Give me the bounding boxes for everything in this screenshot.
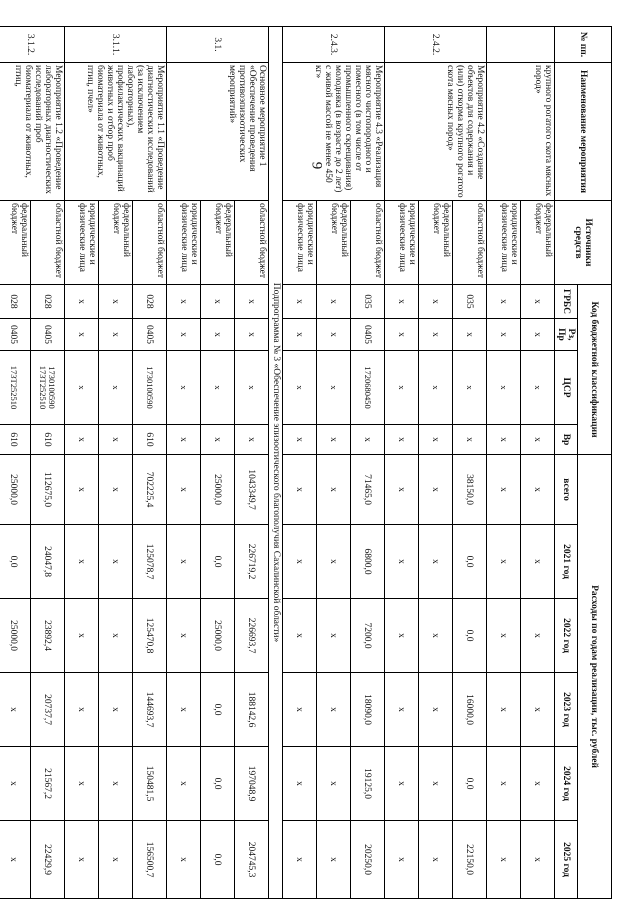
vr-cell: х: [419, 425, 453, 455]
csr-cell: х: [453, 351, 487, 425]
grbs-cell: х: [487, 285, 521, 319]
year-value-cell: х: [521, 525, 555, 599]
year-value-cell: 25000,0: [0, 599, 31, 673]
year-value-cell: х: [385, 673, 419, 747]
total-cell: 1043349,7: [235, 455, 269, 525]
year-value-cell: х: [487, 673, 521, 747]
year-value-cell: х: [99, 673, 133, 747]
funding-source: областной бюджет: [31, 201, 65, 285]
rotated-table-container: [8, 26, 612, 894]
total-cell: 25000,0: [201, 455, 235, 525]
csr-cell: х: [419, 351, 453, 425]
year-value-cell: 0,0: [453, 599, 487, 673]
funding-source: областной бюджет: [133, 201, 167, 285]
funding-source: юридические и физические лица: [487, 201, 521, 285]
year-value-cell: х: [283, 525, 317, 599]
activity-name: Мероприятие 1.2 «Проведение лабораторных диагностических исследований проб биоматериала от животных, птиц,: [0, 63, 65, 201]
grbs-cell: 028: [133, 285, 167, 319]
rzpr-cell: х: [521, 319, 555, 351]
year-value-cell: х: [419, 673, 453, 747]
year-value-cell: х: [0, 821, 31, 899]
year-value-cell: 20250,0: [351, 821, 385, 899]
year-value-cell: 0,0: [201, 525, 235, 599]
funding-source: юридические и физические лица: [65, 201, 99, 285]
year-value-cell: 16000,0: [453, 673, 487, 747]
year-value-cell: 226693,7: [235, 599, 269, 673]
grbs-cell: 028: [0, 285, 31, 319]
funding-source: федеральный бюджет: [521, 201, 555, 285]
funding-source: федеральный бюджет: [99, 201, 133, 285]
rzpr-cell: 0405: [0, 319, 31, 351]
year-value-cell: 0,0: [201, 821, 235, 899]
total-cell: х: [487, 455, 521, 525]
rzpr-cell: х: [453, 319, 487, 351]
grbs-cell: х: [385, 285, 419, 319]
csr-cell: х: [317, 351, 351, 425]
year-value-cell: х: [317, 747, 351, 821]
csr-cell: х: [283, 351, 317, 425]
year-value-cell: х: [419, 747, 453, 821]
table-row: [133, 27, 167, 899]
row-number: 3.1.2.: [0, 27, 65, 63]
funding-source: областной бюджет: [235, 201, 269, 285]
rzpr-cell: х: [167, 319, 201, 351]
header-budget-code: Код бюджетной классификации: [578, 285, 612, 455]
year-value-cell: х: [317, 673, 351, 747]
year-value-cell: 197048,9: [235, 747, 269, 821]
year-value-cell: 19125,0: [351, 747, 385, 821]
row-number: 3.1.: [167, 27, 269, 63]
grbs-cell: х: [283, 285, 317, 319]
grbs-cell: х: [167, 285, 201, 319]
total-cell: х: [521, 455, 555, 525]
grbs-cell: 035: [453, 285, 487, 319]
header-year: 2021 год: [555, 525, 578, 599]
year-value-cell: х: [99, 747, 133, 821]
year-value-cell: х: [385, 599, 419, 673]
rzpr-cell: 0405: [351, 319, 385, 351]
rzpr-cell: 0405: [133, 319, 167, 351]
total-cell: х: [385, 455, 419, 525]
year-value-cell: х: [521, 747, 555, 821]
row-number: 3.1.1.: [65, 27, 167, 63]
year-value-cell: х: [419, 525, 453, 599]
total-cell: 112675,0: [31, 455, 65, 525]
rzpr-cell: х: [487, 319, 521, 351]
grbs-cell: х: [201, 285, 235, 319]
header-name: Наименование мероприятия: [555, 63, 612, 201]
grbs-cell: 028: [31, 285, 65, 319]
header-year: 2024 год: [555, 747, 578, 821]
year-value-cell: 18090,0: [351, 673, 385, 747]
year-value-cell: х: [0, 673, 31, 747]
year-value-cell: х: [167, 599, 201, 673]
csr-cell: 1730100590: [133, 351, 167, 425]
activity-name: Мероприятие 4.2 «Создание объектов для содержания и (или) откорма крупного рогатого скота мясных пород»: [385, 63, 487, 201]
year-value-cell: х: [521, 821, 555, 899]
total-cell: х: [419, 455, 453, 525]
csr-cell: х: [201, 351, 235, 425]
vr-cell: 610: [133, 425, 167, 455]
funding-source: федеральный бюджет: [419, 201, 453, 285]
csr-cell: х: [65, 351, 99, 425]
year-value-cell: х: [317, 821, 351, 899]
year-value-cell: х: [385, 525, 419, 599]
table-row: [453, 27, 487, 899]
total-cell: 702225,4: [133, 455, 167, 525]
year-value-cell: 226719,2: [235, 525, 269, 599]
funding-source: федеральный бюджет: [201, 201, 235, 285]
subprogram-row: [269, 27, 283, 899]
csr-cell: х: [487, 351, 521, 425]
row-number: 2.4.3.: [283, 27, 385, 63]
year-value-cell: х: [65, 821, 99, 899]
csr-cell: х: [235, 351, 269, 425]
vr-cell: х: [99, 425, 133, 455]
year-value-cell: х: [521, 599, 555, 673]
year-value-cell: 204745,3: [235, 821, 269, 899]
vr-cell: 610: [0, 425, 31, 455]
header-total: всего: [555, 455, 578, 525]
year-value-cell: х: [487, 525, 521, 599]
row-number: [487, 27, 555, 63]
year-value-cell: х: [283, 821, 317, 899]
year-value-cell: 125078,7: [133, 525, 167, 599]
year-value-cell: х: [283, 747, 317, 821]
grbs-cell: х: [99, 285, 133, 319]
year-value-cell: х: [283, 673, 317, 747]
grbs-cell: 035: [351, 285, 385, 319]
year-value-cell: х: [385, 747, 419, 821]
year-value-cell: х: [283, 599, 317, 673]
table-row: [235, 27, 269, 899]
year-value-cell: 23892,4: [31, 599, 65, 673]
grbs-cell: х: [521, 285, 555, 319]
year-value-cell: х: [167, 525, 201, 599]
year-value-cell: х: [99, 525, 133, 599]
rzpr-cell: х: [419, 319, 453, 351]
header-year: 2022 год: [555, 599, 578, 673]
rzpr-cell: х: [201, 319, 235, 351]
year-value-cell: 188142,6: [235, 673, 269, 747]
header-sources: Источники средств: [555, 201, 612, 285]
table-row: [31, 27, 65, 899]
year-value-cell: 7200,0: [351, 599, 385, 673]
vr-cell: х: [385, 425, 419, 455]
activity-name: Мероприятие 4.3 «Реализация мясного чистопородного и помесного (в том числе от промышленного скрещивания) молодняка (в возрасте до 2 лет) с живой массой не менее 450 кг»: [283, 63, 385, 201]
year-value-cell: х: [0, 747, 31, 821]
total-cell: х: [99, 455, 133, 525]
year-value-cell: 144693,7: [133, 673, 167, 747]
header-year: 2023 год: [555, 673, 578, 747]
table-row: [351, 27, 385, 899]
vr-cell: х: [351, 425, 385, 455]
year-value-cell: х: [487, 599, 521, 673]
header-csr: ЦСР: [555, 351, 578, 425]
grbs-cell: х: [235, 285, 269, 319]
csr-cell: х: [167, 351, 201, 425]
year-value-cell: х: [167, 821, 201, 899]
year-value-cell: х: [317, 525, 351, 599]
total-cell: 38150,0: [453, 455, 487, 525]
year-value-cell: 125470,8: [133, 599, 167, 673]
document-page: [8, 26, 612, 894]
rzpr-cell: х: [317, 319, 351, 351]
year-value-cell: 0,0: [0, 525, 31, 599]
header-year: 2025 год: [555, 821, 578, 899]
year-value-cell: х: [487, 747, 521, 821]
year-value-cell: 24047,8: [31, 525, 65, 599]
row-number: 2.4.2.: [385, 27, 487, 63]
header-expenses: Расходы по годам реализации, тыс. рублей: [578, 455, 612, 899]
year-value-cell: 22429,9: [31, 821, 65, 899]
total-cell: х: [283, 455, 317, 525]
vr-cell: х: [65, 425, 99, 455]
year-value-cell: х: [99, 821, 133, 899]
grbs-cell: х: [317, 285, 351, 319]
page-number: 9: [308, 161, 325, 170]
vr-cell: х: [283, 425, 317, 455]
activity-name: Мероприятие 1.1 «Проведение диагностических исследований (за исключением лабораторных), профилактических вакцинаций животных и отбор проб биоматериала от животных, птиц, пчел»: [65, 63, 167, 201]
year-value-cell: 21567,2: [31, 747, 65, 821]
funding-source: юридические и физические лица: [283, 201, 317, 285]
year-value-cell: 0,0: [201, 673, 235, 747]
year-value-cell: х: [167, 747, 201, 821]
grbs-cell: х: [419, 285, 453, 319]
rzpr-cell: 0405: [31, 319, 65, 351]
vr-cell: х: [487, 425, 521, 455]
year-value-cell: х: [317, 599, 351, 673]
vr-cell: х: [201, 425, 235, 455]
year-value-cell: х: [65, 599, 99, 673]
header-vr: Вр: [555, 425, 578, 455]
rzpr-cell: х: [99, 319, 133, 351]
year-value-cell: 25000,0: [201, 599, 235, 673]
activity-name: Основное мероприятие 1 «Обеспечение проведения противоэпизоотических мероприятий»: [167, 63, 269, 201]
header-rzpr: Рз, Пр: [555, 319, 578, 351]
csr-cell: 1720680450: [351, 351, 385, 425]
year-value-cell: х: [487, 821, 521, 899]
funding-source: юридические и физические лица: [167, 201, 201, 285]
header-num: № пп.: [555, 27, 612, 63]
rzpr-cell: х: [283, 319, 317, 351]
table-row: [521, 27, 555, 899]
total-cell: х: [317, 455, 351, 525]
funding-source: федеральный бюджет: [0, 201, 31, 285]
funding-source: областной бюджет: [453, 201, 487, 285]
vr-cell: х: [521, 425, 555, 455]
year-value-cell: х: [521, 673, 555, 747]
year-value-cell: 0,0: [453, 525, 487, 599]
year-value-cell: 150481,5: [133, 747, 167, 821]
funding-source: юридические и физические лица: [385, 201, 419, 285]
vr-cell: х: [235, 425, 269, 455]
year-value-cell: х: [99, 599, 133, 673]
funding-source: федеральный бюджет: [317, 201, 351, 285]
vr-cell: 610: [31, 425, 65, 455]
year-value-cell: х: [385, 821, 419, 899]
csr-cell: х: [99, 351, 133, 425]
vr-cell: х: [453, 425, 487, 455]
expenses-table: [0, 26, 612, 899]
rzpr-cell: х: [385, 319, 419, 351]
year-value-cell: 0,0: [201, 747, 235, 821]
year-value-cell: 6800,0: [351, 525, 385, 599]
year-value-cell: х: [65, 747, 99, 821]
year-value-cell: 0,0: [453, 747, 487, 821]
activity-name: крупного рогатого скота мясных пород»: [487, 63, 555, 201]
csr-cell: х: [521, 351, 555, 425]
total-cell: х: [65, 455, 99, 525]
csr-cell: х: [385, 351, 419, 425]
subprogram-title: Подпрограмма № 3 «Обеспечение эпизоотического благополучия Сахалинской области»: [269, 27, 283, 899]
header-grbs: ГРБС: [555, 285, 578, 319]
total-cell: 71465,0: [351, 455, 385, 525]
vr-cell: х: [317, 425, 351, 455]
year-value-cell: 156500,7: [133, 821, 167, 899]
csr-cell: 173Т252510: [0, 351, 31, 425]
table-body: [0, 27, 555, 899]
total-cell: х: [167, 455, 201, 525]
year-value-cell: х: [167, 673, 201, 747]
year-value-cell: х: [65, 525, 99, 599]
funding-source: областной бюджет: [351, 201, 385, 285]
year-value-cell: 22150,0: [453, 821, 487, 899]
total-cell: 25000,0: [0, 455, 31, 525]
grbs-cell: х: [65, 285, 99, 319]
year-value-cell: 20737,7: [31, 673, 65, 747]
year-value-cell: х: [65, 673, 99, 747]
rzpr-cell: х: [235, 319, 269, 351]
year-value-cell: х: [419, 599, 453, 673]
rzpr-cell: х: [65, 319, 99, 351]
vr-cell: х: [167, 425, 201, 455]
year-value-cell: х: [419, 821, 453, 899]
csr-cell: 1730100590 173Т252510: [31, 351, 65, 425]
